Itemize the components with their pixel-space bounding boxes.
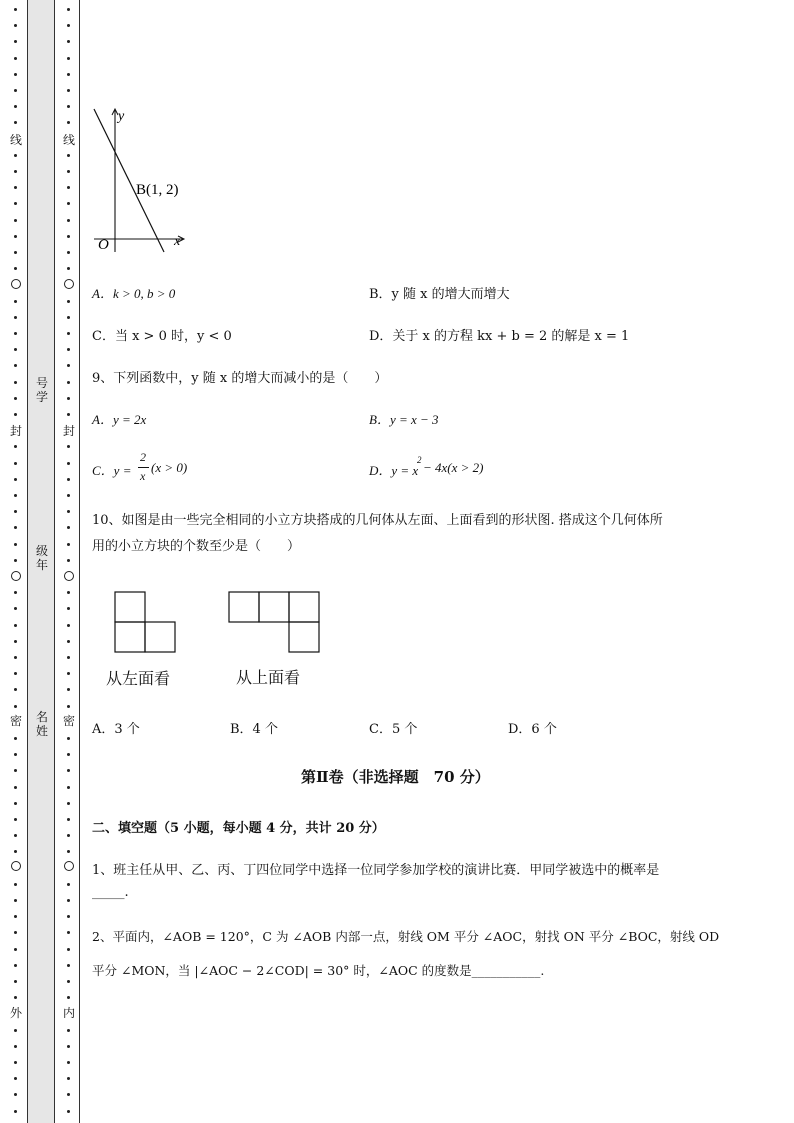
binding-dot (67, 300, 70, 303)
binding-dot (14, 494, 17, 497)
binding-dot (67, 931, 70, 934)
binding-dot (67, 996, 70, 999)
q10-option-a[interactable]: A．3 个 (92, 722, 140, 737)
student-info-field-3: 名姓 (36, 710, 49, 738)
binding-dot (14, 526, 17, 529)
binding-dot (67, 607, 70, 610)
q8-function-graph (88, 104, 200, 256)
binding-dot (67, 656, 70, 659)
binding-dot (14, 607, 17, 610)
binding-dot (67, 381, 70, 384)
q9-option-c-fraction-num: 2 (140, 450, 146, 464)
binding-dot (14, 818, 17, 821)
binding-dot (67, 818, 70, 821)
binding-dot (14, 737, 17, 740)
binding-circle-3 (64, 861, 74, 871)
binding-dot (14, 89, 17, 92)
binding-dot (67, 980, 70, 983)
binding-dot (67, 1093, 70, 1096)
binding-dot (14, 105, 17, 108)
binding-dot (14, 996, 17, 999)
binding-dot (14, 445, 17, 448)
binding-dot (67, 1045, 70, 1048)
binding-dot (67, 478, 70, 481)
inner-label-4: 内 (62, 1006, 75, 1020)
student-info-field-2: 级年 (36, 544, 49, 572)
q9-stem: 9、下列函数中，y 随 x 的增大而减小的是（ ） (92, 371, 388, 386)
binding-dot (67, 186, 70, 189)
binding-dot (14, 170, 17, 173)
q8-option-c[interactable]: C．当 x > 0 时，y < 0 (92, 329, 232, 344)
binding-dot (67, 624, 70, 627)
binding-dot (14, 235, 17, 238)
left-view-caption: 从左面看 (106, 669, 171, 688)
q9-option-d-prefix: D．y = x (369, 463, 419, 478)
function-line (94, 109, 164, 252)
q9-option-d-exponent: 2 (417, 455, 422, 465)
top-view-caption: 从上面看 (236, 668, 301, 687)
binding-dot (67, 964, 70, 967)
binding-dot (14, 413, 17, 416)
binding-dot (67, 251, 70, 254)
y-axis-label: y (118, 109, 125, 124)
q10-option-b[interactable]: B．4 个 (230, 722, 278, 737)
binding-dot (14, 462, 17, 465)
q9-option-c-fraction-den: x (140, 469, 146, 483)
binding-dot (14, 332, 17, 335)
binding-circle-3 (11, 861, 21, 871)
binding-dot (14, 591, 17, 594)
binding-dot (14, 267, 17, 270)
binding-dot (67, 316, 70, 319)
binding-dot (67, 462, 70, 465)
q9-option-a[interactable]: A．y = 2x (92, 412, 147, 427)
binding-dot (67, 105, 70, 108)
binding-dot (67, 235, 70, 238)
binding-dot (67, 1110, 70, 1113)
binding-dot (67, 705, 70, 708)
binding-dot (14, 1093, 17, 1096)
binding-dot (14, 348, 17, 351)
binding-dot (14, 251, 17, 254)
binding-dot (14, 1029, 17, 1032)
binding-dot (14, 364, 17, 367)
binding-dot (14, 397, 17, 400)
binding-dot (67, 672, 70, 675)
binding-dot (67, 640, 70, 643)
binding-dot (14, 219, 17, 222)
binding-dot (67, 364, 70, 367)
fill-in-section-heading: 二、填空题（5 小题，每小题 4 分，共计 20 分） (92, 821, 385, 836)
binding-dot (14, 121, 17, 124)
q10-stem-line1: 10、如图是由一些完全相同的小立方块搭成的几何体从左面、上面看到的形状图. 搭成这个几何体所 (92, 513, 663, 528)
binding-dot (14, 640, 17, 643)
binding-dot (67, 494, 70, 497)
outer-label-3: 密 (9, 714, 22, 728)
binding-dot (14, 57, 17, 60)
binding-dot (67, 267, 70, 270)
binding-dot (67, 413, 70, 416)
binding-dot (14, 688, 17, 691)
binding-dot (67, 202, 70, 205)
binding-dot (67, 834, 70, 837)
binding-dot (67, 543, 70, 546)
binding-dot (67, 332, 70, 335)
binding-dot (67, 591, 70, 594)
binding-dot (14, 510, 17, 513)
binding-dot (14, 186, 17, 189)
binding-dot (67, 348, 70, 351)
binding-dot (67, 397, 70, 400)
inner-label-3: 密 (62, 714, 75, 728)
q9-option-c-prefix: C．y = (92, 463, 132, 478)
binding-dot (14, 850, 17, 853)
binding-dot (14, 24, 17, 27)
binding-dot (14, 769, 17, 772)
q9-option-b[interactable]: B．y = x − 3 (369, 412, 439, 427)
q8-option-b[interactable]: B．y 随 x 的增大而增大 (369, 287, 510, 302)
binding-dot (14, 381, 17, 384)
binding-dot (14, 931, 17, 934)
binding-dot (14, 883, 17, 886)
binding-dot (14, 1077, 17, 1080)
binding-line (79, 0, 80, 1123)
binding-inner-column (62, 0, 76, 1123)
binding-dot (67, 445, 70, 448)
binding-dot (14, 948, 17, 951)
binding-dot (67, 73, 70, 76)
binding-dot (14, 478, 17, 481)
fill2-line2: 平分 ∠MON，当 |∠AOC − 2∠COD| = 30° 时，∠AOC 的度数是___________. (92, 963, 545, 978)
binding-dot (67, 8, 70, 11)
binding-dot (67, 688, 70, 691)
outer-label-2: 封 (9, 424, 22, 438)
binding-dot (14, 1061, 17, 1064)
point-b-label: B(1, 2) (136, 182, 179, 198)
binding-dot (14, 753, 17, 756)
inner-label-1: 线 (62, 133, 75, 147)
q9-option-c-fraction-bar (138, 467, 149, 468)
binding-dot (14, 154, 17, 157)
binding-dot (67, 57, 70, 60)
binding-dot (67, 1077, 70, 1080)
binding-dot (14, 624, 17, 627)
binding-dot (14, 202, 17, 205)
binding-dot (14, 899, 17, 902)
binding-dot (14, 1045, 17, 1048)
binding-circle-1 (64, 279, 74, 289)
binding-dot (14, 915, 17, 918)
q9-option-c-suffix: (x > 0) (151, 460, 188, 475)
binding-dot (67, 559, 70, 562)
binding-dot (67, 883, 70, 886)
binding-dot (67, 850, 70, 853)
binding-circle-1 (11, 279, 21, 289)
binding-dot (67, 915, 70, 918)
binding-dot (67, 899, 70, 902)
q10-option-c[interactable]: C．5 个 (369, 722, 418, 737)
fill1-line1: 1、班主任从甲、乙、丙、丁四位同学中选择一位同学参加学校的演讲比赛．甲同学被选中的概率是 (92, 863, 660, 878)
binding-dot (67, 526, 70, 529)
binding-dot (67, 154, 70, 157)
binding-circle-2 (64, 571, 74, 581)
origin-label: O (98, 237, 109, 253)
binding-dot (67, 737, 70, 740)
x-axis-label: x (174, 234, 181, 249)
binding-dot (14, 316, 17, 319)
binding-dot (14, 786, 17, 789)
outer-label-1: 线 (9, 133, 22, 147)
fill1-line2: _____. (92, 885, 129, 900)
fill2-line1: 2、平面内，∠AOB = 120°，C 为 ∠AOB 内部一点，射线 OM 平分 ∠AOC，射找 ON 平分 ∠BOC，射线 OD (92, 929, 720, 944)
binding-dot (14, 1110, 17, 1113)
outer-label-4: 外 (9, 1006, 22, 1020)
q10-option-d[interactable]: D．6 个 (508, 722, 557, 737)
q9-option-d-suffix: − 4x(x > 2) (423, 460, 484, 475)
binding-dot (14, 834, 17, 837)
binding-dot (14, 672, 17, 675)
q10-stem-line2: 用的小立方块的个数至少是（ ） (92, 539, 301, 554)
student-info-field-1: 号学 (36, 376, 49, 404)
binding-dot (67, 40, 70, 43)
binding-dot (14, 964, 17, 967)
binding-dot (67, 786, 70, 789)
binding-dot (67, 510, 70, 513)
binding-dot (67, 1029, 70, 1032)
binding-dot (14, 559, 17, 562)
binding-dot (14, 705, 17, 708)
binding-dot (14, 543, 17, 546)
binding-dot (67, 89, 70, 92)
binding-dot (14, 8, 17, 11)
binding-dot (67, 802, 70, 805)
part2-title: 第Ⅱ卷（非选择题 70 分） (301, 768, 490, 786)
left-view-figure (113, 590, 179, 656)
top-view-figure (227, 590, 323, 656)
binding-dot (67, 170, 70, 173)
binding-dot (67, 121, 70, 124)
binding-outer-column (9, 0, 23, 1123)
binding-strip (27, 0, 55, 1123)
binding-dot (67, 948, 70, 951)
binding-dot (67, 769, 70, 772)
binding-dot (67, 24, 70, 27)
binding-dot (14, 40, 17, 43)
binding-dot (67, 219, 70, 222)
binding-dot (67, 1061, 70, 1064)
inner-label-2: 封 (62, 424, 75, 438)
binding-dot (67, 753, 70, 756)
q8-option-d[interactable]: D．关于 x 的方程 kx + b = 2 的解是 x = 1 (369, 329, 630, 344)
binding-circle-2 (11, 571, 21, 581)
binding-dot (14, 300, 17, 303)
binding-dot (14, 980, 17, 983)
binding-dot (14, 802, 17, 805)
binding-dot (14, 656, 17, 659)
binding-dot (14, 73, 17, 76)
q8-option-a[interactable]: A．k > 0, b > 0 (92, 286, 176, 301)
